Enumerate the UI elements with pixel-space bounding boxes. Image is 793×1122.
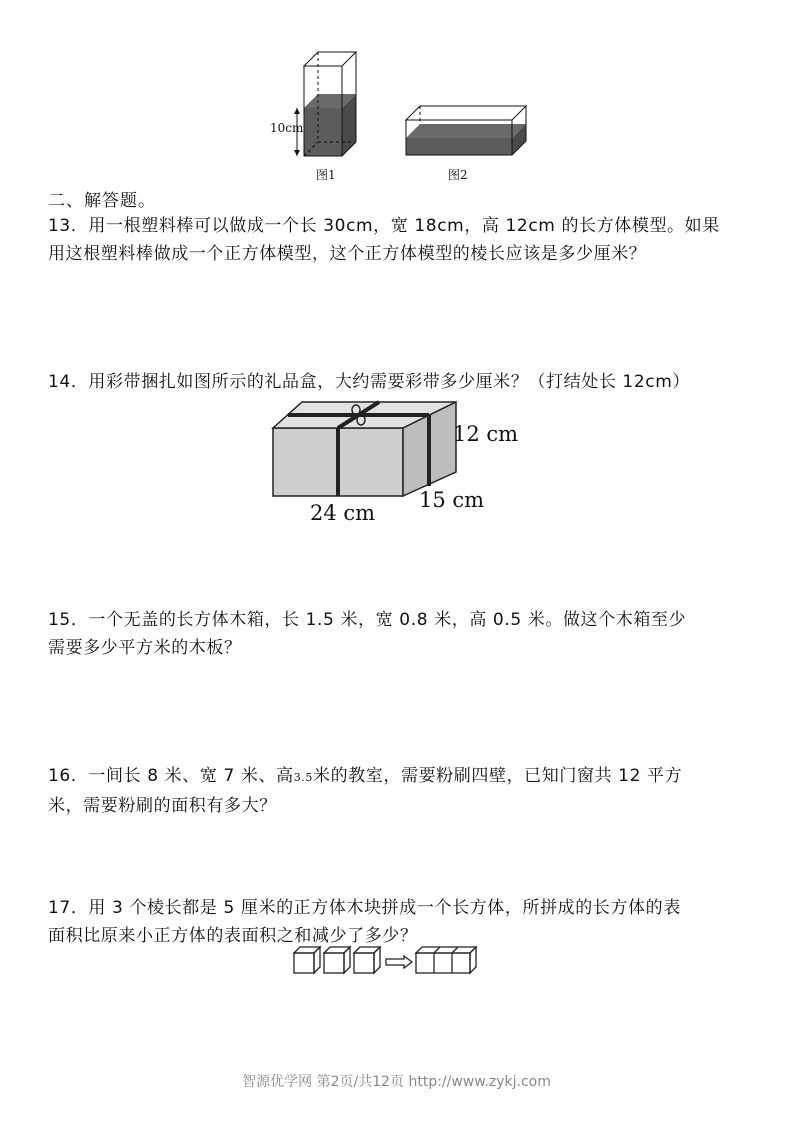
section-heading: 二、解答题。	[48, 191, 156, 211]
figure-2-container	[402, 100, 532, 160]
question-13-line-2: 用这根塑料棒做成一个正方体模型，这个正方体模型的棱长应该是多少厘米？	[48, 244, 647, 264]
page-footer: 智源优学网 第2页/共12页 http://www.zykj.com	[242, 1074, 551, 1090]
question-15-line-2: 需要多少平方米的木板？	[48, 638, 242, 658]
question-16-line-2: 米，需要粉刷的面积有多大？	[48, 796, 277, 816]
question-14	[48, 368, 753, 396]
question-15	[48, 606, 753, 662]
question-17-line-1: 17．用 3 个棱长都是 5 厘米的正方体木块拼成一个长方体，所拼成的长方体的表	[48, 898, 681, 918]
cubes-figure	[292, 944, 484, 976]
gift-box-height-label: 12 cm	[453, 422, 519, 446]
question-16-line-1	[48, 762, 753, 792]
question-17	[48, 894, 753, 950]
figure-2-caption: 图2	[448, 168, 468, 182]
question-16-line-1-start: 16．一间长 8 米、宽 7 米、高	[48, 766, 294, 786]
gift-box-figure	[270, 398, 460, 500]
figure-1-caption: 图1	[316, 168, 336, 182]
gift-box-width-label: 15 cm	[419, 488, 485, 512]
gift-box-length-label: 24 cm	[310, 501, 376, 525]
question-15-line-1: 15．一个无盖的长方体木箱，长 1.5 米，宽 0.8 米，高 0.5 米。做这个木箱至少	[48, 610, 687, 630]
figure-1-container	[290, 46, 370, 161]
question-14-line-1: 14．用彩带捆扎如图所示的礼品盒，大约需要彩带多少厘米？（打结处长 12cm）	[48, 372, 690, 392]
question-17-line-2: 面积比原来小正方体的表面积之和减少了多少？	[48, 926, 418, 946]
question-13	[48, 212, 753, 268]
question-16-line-1-end: 米的教室，需要粉刷四壁，已知门窗共 12 平方	[312, 766, 683, 786]
question-13-line-1: 13．用一根塑料棒可以做成一个长 30cm，宽 18cm，高 12cm 的长方体模型。如果	[48, 216, 720, 236]
question-16-height-value: 3.5	[293, 771, 313, 784]
figure-1-height-label: 10cm	[270, 121, 304, 135]
question-16	[48, 762, 753, 820]
